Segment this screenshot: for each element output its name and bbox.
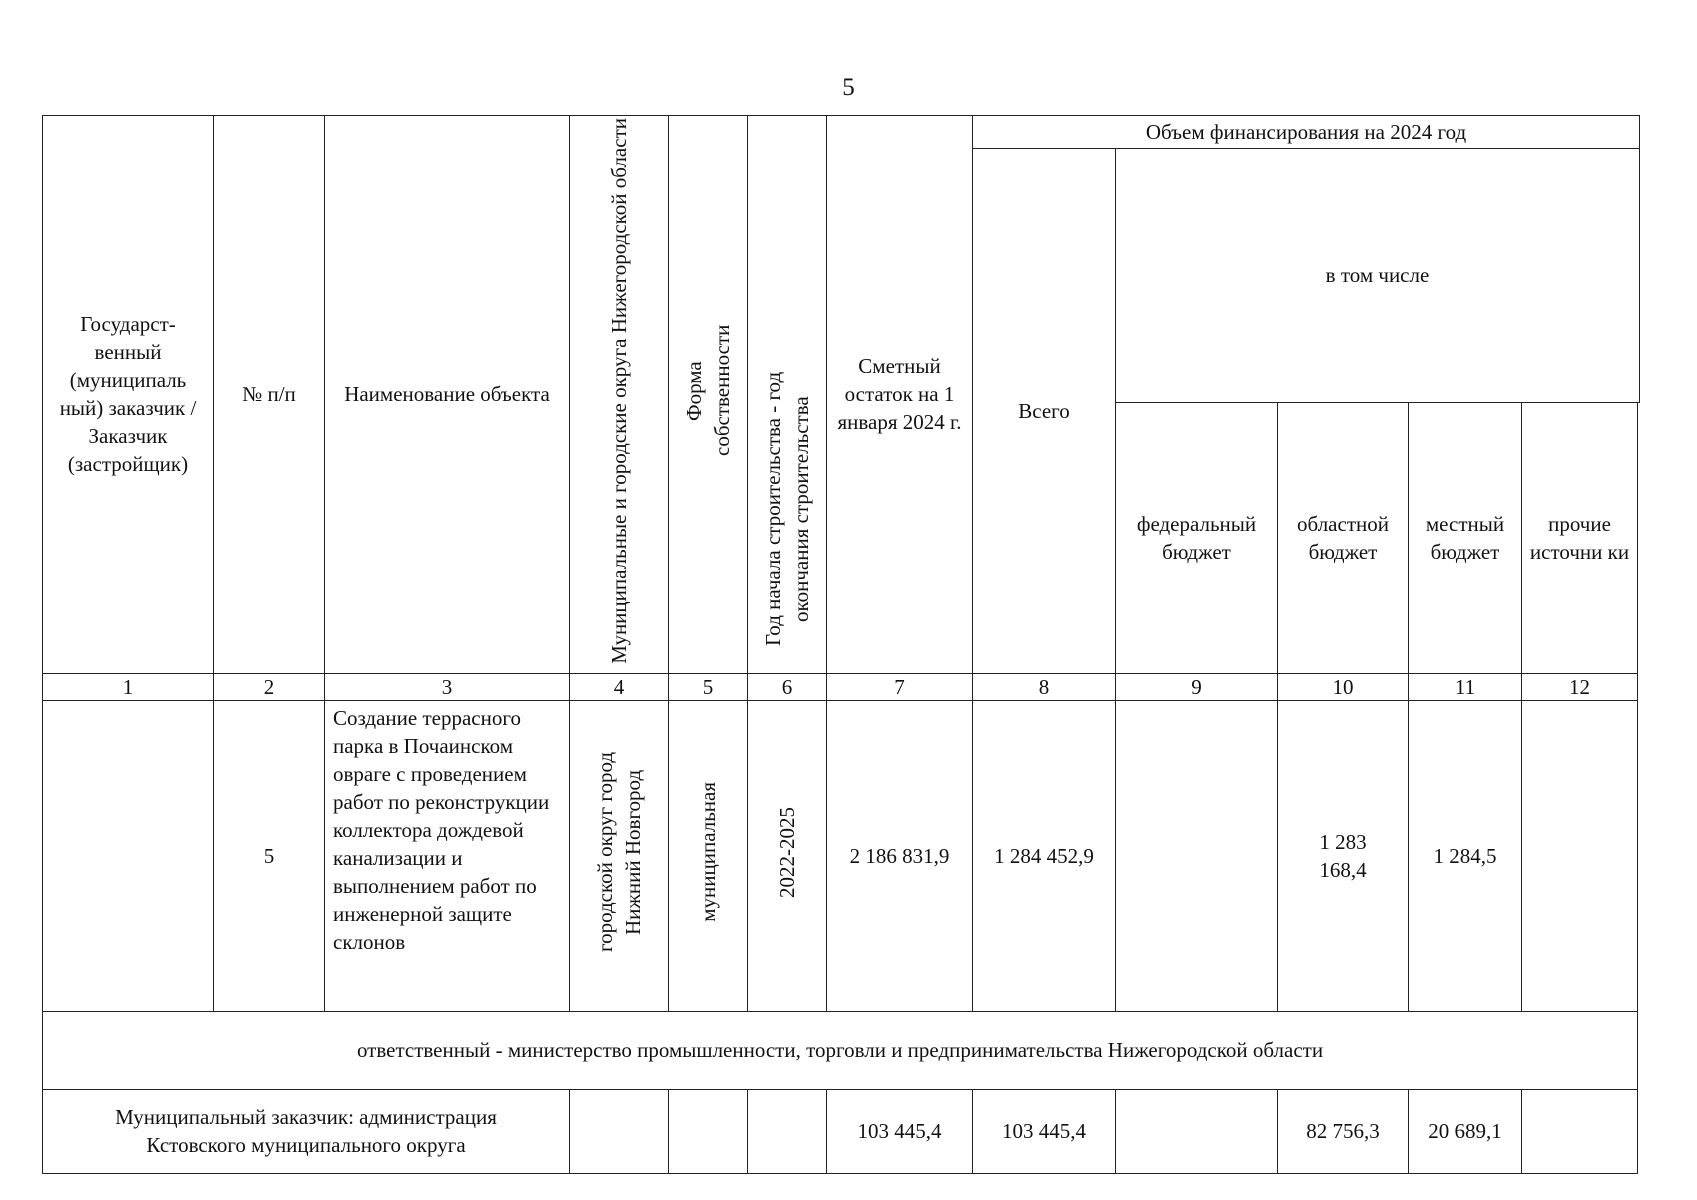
cell-customer xyxy=(43,700,214,1011)
column-number: 7 xyxy=(827,673,973,700)
header-district xyxy=(570,116,669,674)
cell-ownership-text: муниципальная xyxy=(696,782,720,923)
cell-number: 5 xyxy=(214,700,325,1011)
column-number: 11 xyxy=(1409,673,1522,700)
header-years-label: Год начала строительства - год окончания строительства xyxy=(761,371,813,646)
header-estimate: Сметный остаток на 1 января 2024 г. xyxy=(827,116,973,674)
cell-ownership xyxy=(669,700,748,1011)
header-regional: областной бюджет xyxy=(1278,402,1409,673)
page-number: 5 xyxy=(842,74,855,101)
column-number: 12 xyxy=(1522,673,1638,700)
header-customer: Государст-венный (муниципаль ный) заказчик / Заказчик (застройщик) xyxy=(43,116,214,674)
responsible-row: ответственный - министерство промышленности, торговли и предпринимательства Нижегородской области xyxy=(43,1011,1638,1089)
header-federal: федеральный бюджет xyxy=(1116,402,1278,673)
cell-other xyxy=(1522,700,1638,1011)
header-other: прочие источни ки xyxy=(1522,402,1638,673)
cell-total: 103 445,4 xyxy=(973,1089,1116,1173)
cell-years xyxy=(748,700,827,1011)
header-object-name: Наименование объекта xyxy=(325,116,570,674)
header-district-label: Муниципальные и городские округа Нижегородской области xyxy=(607,118,631,664)
cell-regional: 1 283 168,4 xyxy=(1278,700,1409,1011)
cell-district-text: городской округ город Нижний Новгород xyxy=(593,752,645,953)
table-row xyxy=(43,700,1640,1011)
header-including: в том числе xyxy=(1116,149,1640,403)
header-years xyxy=(748,116,827,674)
column-number: 4 xyxy=(570,673,669,700)
column-number: 2 xyxy=(214,673,325,700)
header-total: Всего xyxy=(973,149,1116,674)
header-ownership xyxy=(669,116,748,674)
column-number: 5 xyxy=(669,673,748,700)
cell-district xyxy=(570,700,669,1011)
cell-estimate: 2 186 831,9 xyxy=(827,700,973,1011)
cell-district xyxy=(570,1089,669,1173)
cell-total: 1 284 452,9 xyxy=(973,700,1116,1011)
cell-years xyxy=(748,1089,827,1173)
header-funding-group: Объем финансирования на 2024 год xyxy=(973,116,1640,149)
cell-federal xyxy=(1116,1089,1278,1173)
cell-federal xyxy=(1116,700,1278,1011)
cell-years-text: 2022-2025 xyxy=(775,806,799,898)
financing-table xyxy=(42,115,1640,1174)
column-number: 8 xyxy=(973,673,1116,700)
cell-regional: 82 756,3 xyxy=(1278,1089,1409,1173)
cell-local: 1 284,5 xyxy=(1409,700,1522,1011)
column-number: 10 xyxy=(1278,673,1409,700)
header-number: № п/п xyxy=(214,116,325,674)
cell-estimate: 103 445,4 xyxy=(827,1089,973,1173)
cell-other xyxy=(1522,1089,1638,1173)
table-row xyxy=(43,1089,1640,1173)
header-ownership-label: Форма собственности xyxy=(682,324,734,456)
cell-object-name: Создание террасного парка в Почаинском овраге с проведением работ по реконструкции коллектора дождевой канализации и выполнением работ по инженерной защите склонов xyxy=(325,700,570,1011)
cell-municipal-customer: Муниципальный заказчик: администрация Кстовского муниципального округа xyxy=(43,1089,570,1173)
cell-local: 20 689,1 xyxy=(1409,1089,1522,1173)
column-number: 1 xyxy=(43,673,214,700)
column-number: 3 xyxy=(325,673,570,700)
column-number: 9 xyxy=(1116,673,1278,700)
header-local: местный бюджет xyxy=(1409,402,1522,673)
cell-ownership xyxy=(669,1089,748,1173)
column-number: 6 xyxy=(748,673,827,700)
